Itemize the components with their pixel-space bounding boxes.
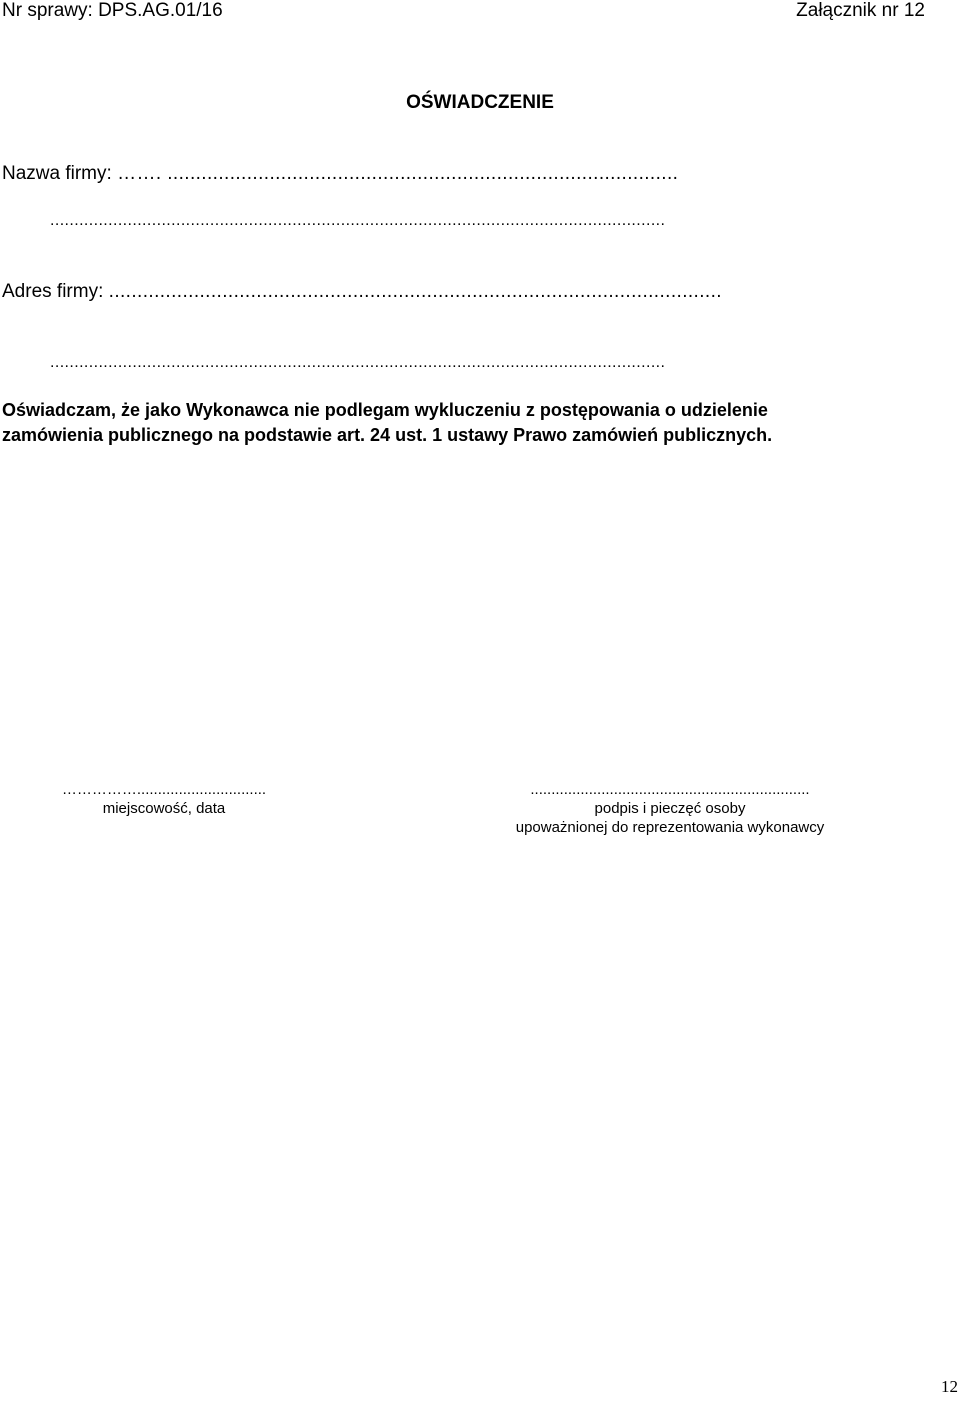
place-date-label: miejscowość, data xyxy=(102,800,226,817)
company-name-label: Nazwa firmy: xyxy=(2,163,112,184)
company-address-dots: ............................................................................................................ xyxy=(108,281,722,302)
place-date-dots: ……………............................... xyxy=(61,781,267,798)
page-number: 12 xyxy=(941,1377,958,1396)
company-address-continuation: ............................................................................................................................... xyxy=(50,354,666,371)
attachment-number: Załącznik nr 12 xyxy=(796,0,925,21)
signature-dots: ................................................................... xyxy=(530,781,810,798)
place-date-signature-block xyxy=(20,780,308,818)
company-address-label: Adres firmy: xyxy=(2,281,104,302)
company-name-row xyxy=(2,163,678,185)
signature-label-line-1: podpis i pieczęć osoby xyxy=(594,800,746,817)
declaration-line-2: zamówienia publicznego na podstawie art. 24 ust. 1 ustawy Prawo zamówień publicznych. xyxy=(2,425,773,445)
company-name-continuation: ............................................................................................................................... xyxy=(50,212,666,229)
company-address-row xyxy=(2,281,722,303)
signature-label-line-2: upoważnionej do reprezentowania wykonawcy xyxy=(515,819,825,836)
declaration-statement xyxy=(2,398,942,448)
declaration-line-1: Oświadczam, że jako Wykonawca nie podlegam wykluczeniu z postępowania o udzielenie xyxy=(2,400,768,420)
company-name-dots: ……. .......................................................................................... xyxy=(117,163,679,184)
document-title: OŚWIADCZENIE xyxy=(406,92,554,113)
authorized-signature-block xyxy=(500,780,840,837)
case-reference: Nr sprawy: DPS.AG.01/16 xyxy=(2,0,223,21)
